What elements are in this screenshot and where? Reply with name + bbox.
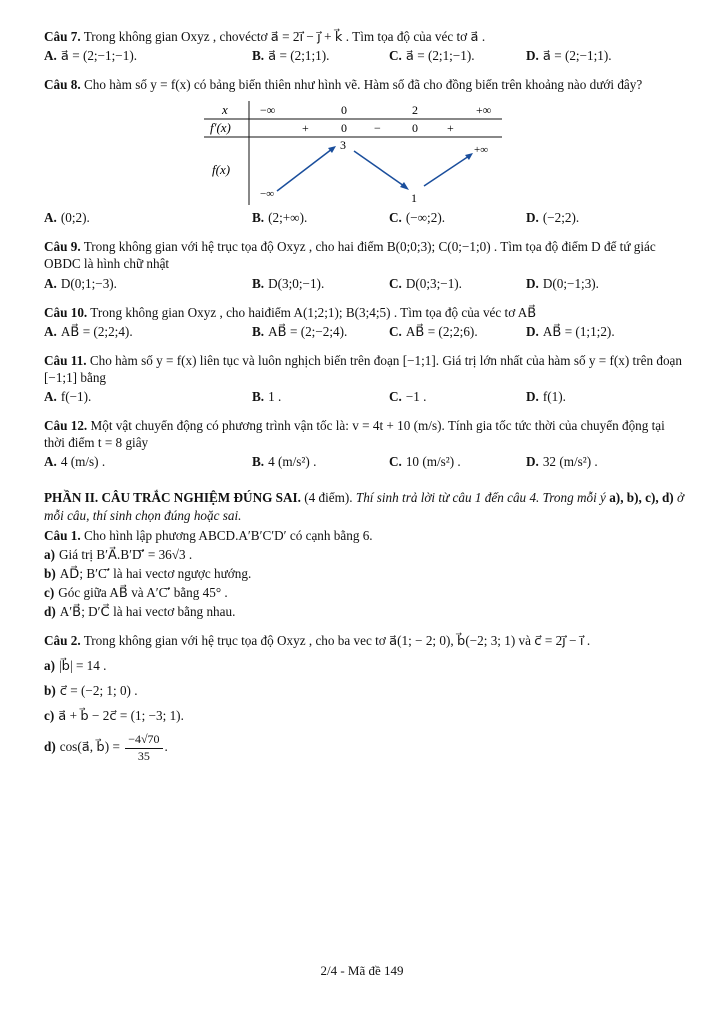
tf2-item-d: d) cos(a⃗, b⃗) = $\frac{-4√70}{35}$ .: [44, 732, 168, 763]
options: [44, 209, 684, 229]
question-stem: Câu 1. Cho hình lập phương ABCD.A′B′C′D′ có cạnh bằng 6.: [44, 527, 373, 543]
option-b: B. a⃗ = (2;1;1).: [252, 48, 330, 64]
question-stem: Câu 7. Trong không gian Oxyz , chovéctơ a⃗ = 2i⃗ − j⃗ + k⃗ . Tìm tọa độ của véc tơ a⃗ .: [44, 29, 486, 44]
variation-table-svg: [204, 101, 504, 205]
option-c: C. a⃗ = (2;1;−1).: [389, 48, 475, 64]
option-a: A. f(−1).: [44, 389, 92, 405]
option-d: D. a⃗ = (2;−1;1).: [526, 48, 612, 64]
option-b: B. 4 (m/s²) .: [252, 454, 317, 470]
part2-heading: PHẦN II. CÂU TRẮC NGHIỆM ĐÚNG SAI. (4 điểm). Thí sinh trả lời từ câu 1 đến câu 4. Trong mỗi ý a), b), c), d) ở mỗi câu, thí sinh chọn đúng hoặc sai.: [44, 490, 685, 523]
option-a: A. AB⃗ = (2;2;4).: [44, 323, 133, 339]
variation-table: [204, 101, 504, 205]
options: [44, 323, 684, 343]
question-stem: Câu 8. Cho hàm số y = f(x) có bảng biến thiên như hình vẽ. Hàm số đã cho đồng biến trên khoảng nào dưới đây?: [44, 77, 643, 93]
option-b: B. AB⃗ = (2;−2;4).: [252, 323, 348, 339]
question-12: [44, 417, 684, 473]
x-val-pos-inf: +∞: [476, 103, 492, 118]
options: [44, 453, 684, 473]
tf-question-1: [44, 527, 684, 621]
options: [44, 47, 684, 67]
f-right-value: +∞: [474, 144, 489, 157]
f-label: f(x): [212, 162, 231, 178]
options: [44, 388, 684, 408]
f-max-value: 3: [340, 138, 346, 153]
sign-plus-1: +: [302, 121, 309, 136]
question-8: [44, 76, 684, 229]
option-d: D. (−2;2).: [526, 210, 580, 226]
option-a: A. (0;2).: [44, 210, 90, 226]
option-a: A. D(0;1;−3).: [44, 275, 117, 291]
tf2-item-b: b) c⃗ = (−2; 1; 0) .: [44, 682, 138, 698]
question-stem: Câu 2. Trong không gian với hệ trục tọa độ Oxyz , cho ba vec tơ a⃗(1; − 2; 0), b⃗(−2; 3; 1) và c⃗ = 2j⃗ − i⃗ .: [44, 632, 591, 648]
sign-plus-2: +: [447, 121, 454, 136]
tf1-item-c: c) Góc giữa AB⃗ và A′C′⃗ bằng 45° .: [44, 585, 228, 601]
x-val-neg-inf: −∞: [260, 103, 276, 118]
tf2-item-a: a) |b⃗| = 14 .: [44, 657, 107, 673]
option-a: A. 4 (m/s) .: [44, 454, 106, 470]
option-c: C. D(0;3;−1).: [389, 275, 462, 291]
options: [44, 275, 684, 295]
question-stem: Câu 12. Một vật chuyển động có phương trình vận tốc là: v = 4t + 10 (m/s). Tính gia tốc tức thời của chuyển động tại thời điểm t = 8 giây: [44, 418, 665, 451]
tf2-item-c: c) a⃗ + b⃗ − 2c⃗ = (1; −3; 1).: [44, 707, 184, 723]
exam-page: [44, 28, 684, 766]
tf1-item-b: b) AD⃗; B′C′⃗ là hai vectơ ngược hướng.: [44, 566, 252, 582]
question-7: [44, 28, 684, 67]
x-val-0: 0: [341, 103, 347, 118]
question-11: [44, 352, 684, 408]
question-stem: Câu 11. Cho hàm số y = f(x) liên tục và luôn nghịch biến trên đoạn [−1;1]. Giá trị lớn nhất của hàm số y = f(x) trên đoạn [−1;1] bằng: [44, 352, 682, 385]
cos-fraction: $\frac{-4√70}{35}$: [125, 732, 162, 764]
page-footer: 2/4 - Mã đề 149: [320, 963, 404, 978]
option-b: B. (2;+∞).: [252, 210, 308, 226]
option-b: B. 1 .: [252, 389, 282, 405]
option-d: D. D(0;−1;3).: [526, 275, 599, 291]
f-min-value: 1: [411, 191, 417, 206]
option-d: D. AB⃗ = (1;1;2).: [526, 323, 615, 339]
option-c: C. (−∞;2).: [389, 210, 446, 226]
tf1-item-a: a) Giá trị B′A⃗.B′D′⃗ = 36√3 .: [44, 546, 193, 562]
tf1-item-d: d) A′B⃗; D′C⃗ là hai vectơ bằng nhau.: [44, 604, 236, 620]
option-c: C. 10 (m/s²) .: [389, 454, 461, 470]
option-c: C. −1 .: [389, 389, 427, 405]
option-b: B. D(3;0;−1).: [252, 275, 325, 291]
option-d: D. f(1).: [526, 389, 566, 405]
option-d: D. 32 (m/s²) .: [526, 454, 598, 470]
question-stem: Câu 10. Trong không gian Oxyz , cho haiđiểm A(1;2;1); B(3;4;5) . Tìm tọa độ của véc tơ AB⃗: [44, 304, 537, 320]
question-9: [44, 238, 684, 294]
question-stem: Câu 9. Trong không gian với hệ trục tọa độ Oxyz , cho hai điểm B(0;0;3); C(0;−1;0) . Tìm tọa độ điểm D để tứ giác OBDC là hình chữ nhật: [44, 239, 656, 272]
x-label: x: [222, 102, 228, 118]
fprime-label: f′(x): [210, 120, 231, 136]
x-val-2: 2: [412, 103, 418, 118]
sign-zero-2: 0: [412, 121, 418, 136]
option-a: A. a⃗ = (2;−1;−1).: [44, 48, 138, 64]
option-c: C. AB⃗ = (2;2;6).: [389, 323, 478, 339]
tf-question-2: [44, 632, 684, 765]
sign-minus: −: [374, 121, 381, 136]
sign-zero-1: 0: [341, 121, 347, 136]
question-10: [44, 304, 684, 343]
f-left-value: −∞: [260, 188, 275, 201]
